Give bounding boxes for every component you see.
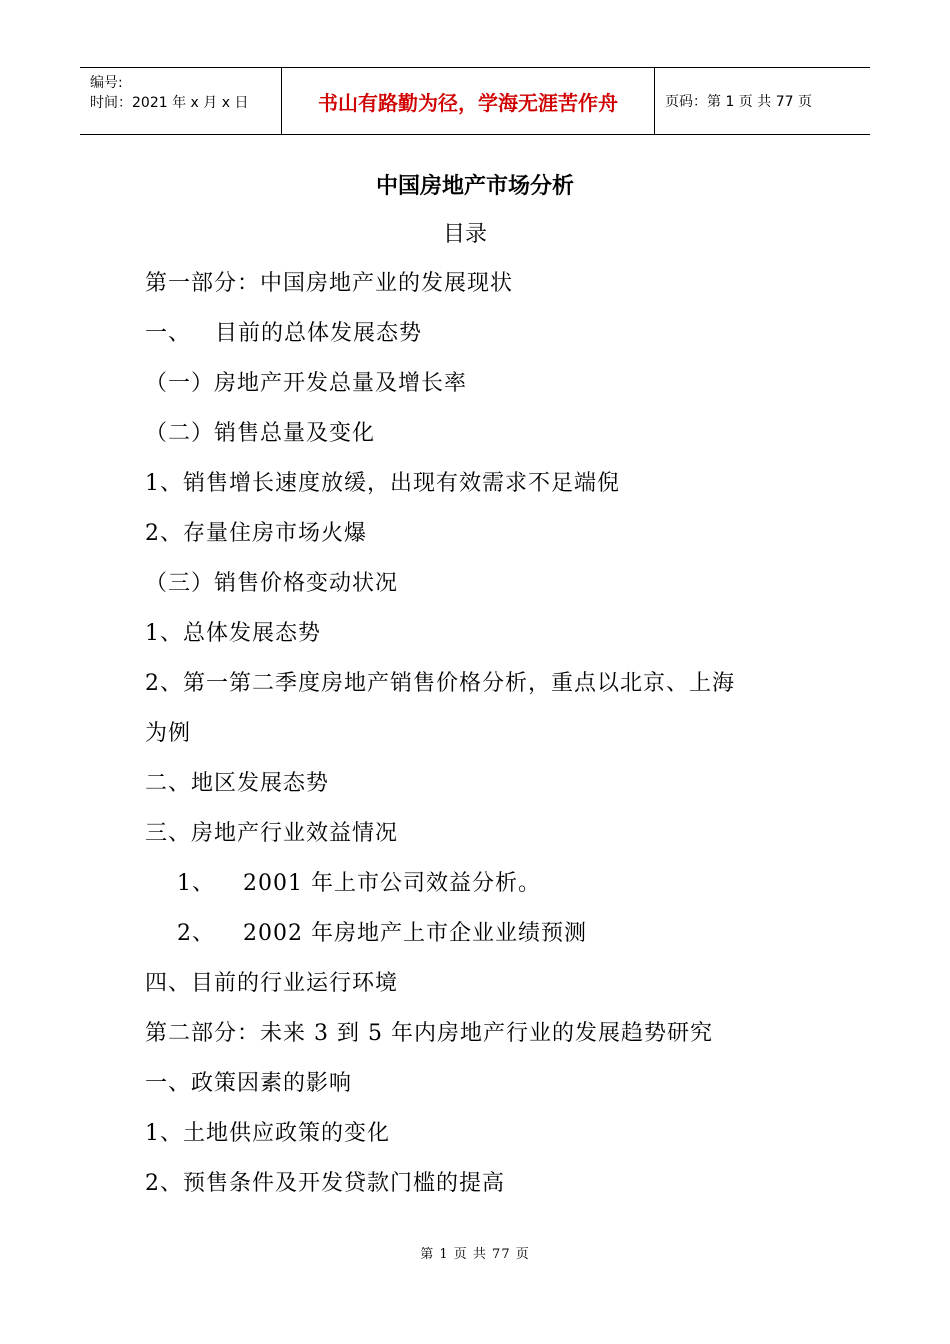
toc-item: 第二部分：未来 3 到 5 年内房地产行业的发展趋势研究 (145, 1021, 713, 1046)
toc-item: 1、销售增长速度放缓，出现有效需求不足端倪 (145, 471, 620, 496)
page-footer: 第 1 页 共 77 页 (420, 1247, 530, 1262)
header-motto: 书山有路勤为径，学海无涯苦作舟 (282, 68, 655, 134)
toc-item: 三、房地产行业效益情况 (145, 821, 399, 846)
toc-item-text: 2001 年上市公司效益分析。 (243, 871, 541, 896)
toc-item: （三）销售价格变动状况 (145, 571, 399, 596)
toc-item: 第一部分：中国房地产业的发展现状 (145, 271, 514, 296)
date-label: 时间：2021 年 x 月 x 日 (90, 95, 249, 111)
toc-item-text: 2002 年房地产上市企业业绩预测 (243, 921, 587, 946)
page-header (80, 67, 870, 135)
toc-item (145, 866, 825, 916)
toc-item: 一、 目前的总体发展态势 (145, 321, 422, 346)
toc-heading: 目录 (442, 222, 487, 247)
table-of-contents (145, 266, 825, 1216)
toc-item: 四、目前的行业运行环境 (145, 971, 399, 996)
toc-item-number: 1、 (177, 871, 215, 896)
toc-item: （一）房地产开发总量及增长率 (145, 371, 468, 396)
doc-number-label: 编号: (90, 75, 123, 91)
toc-item: 1、总体发展态势 (145, 621, 321, 646)
toc-item: 为例 (145, 721, 192, 746)
toc-item: 一、政策因素的影响 (145, 1071, 353, 1096)
toc-item: 2、存量住房市场火爆 (145, 521, 367, 546)
toc-item: 2、第一第二季度房地产销售价格分析，重点以北京、上海 (145, 671, 735, 696)
header-meta (80, 68, 282, 134)
toc-item: （二）销售总量及变化 (145, 421, 376, 446)
toc-item-number: 2、 (177, 921, 215, 946)
toc-item: 2、预售条件及开发贷款门槛的提高 (145, 1171, 505, 1196)
toc-item: 1、土地供应政策的变化 (145, 1121, 390, 1146)
toc-item: 二、地区发展态势 (145, 771, 330, 796)
toc-item (145, 916, 825, 966)
document-title: 中国房地产市场分析 (375, 174, 574, 199)
header-page-label: 页码：第 1 页 共 77 页 (665, 94, 812, 110)
